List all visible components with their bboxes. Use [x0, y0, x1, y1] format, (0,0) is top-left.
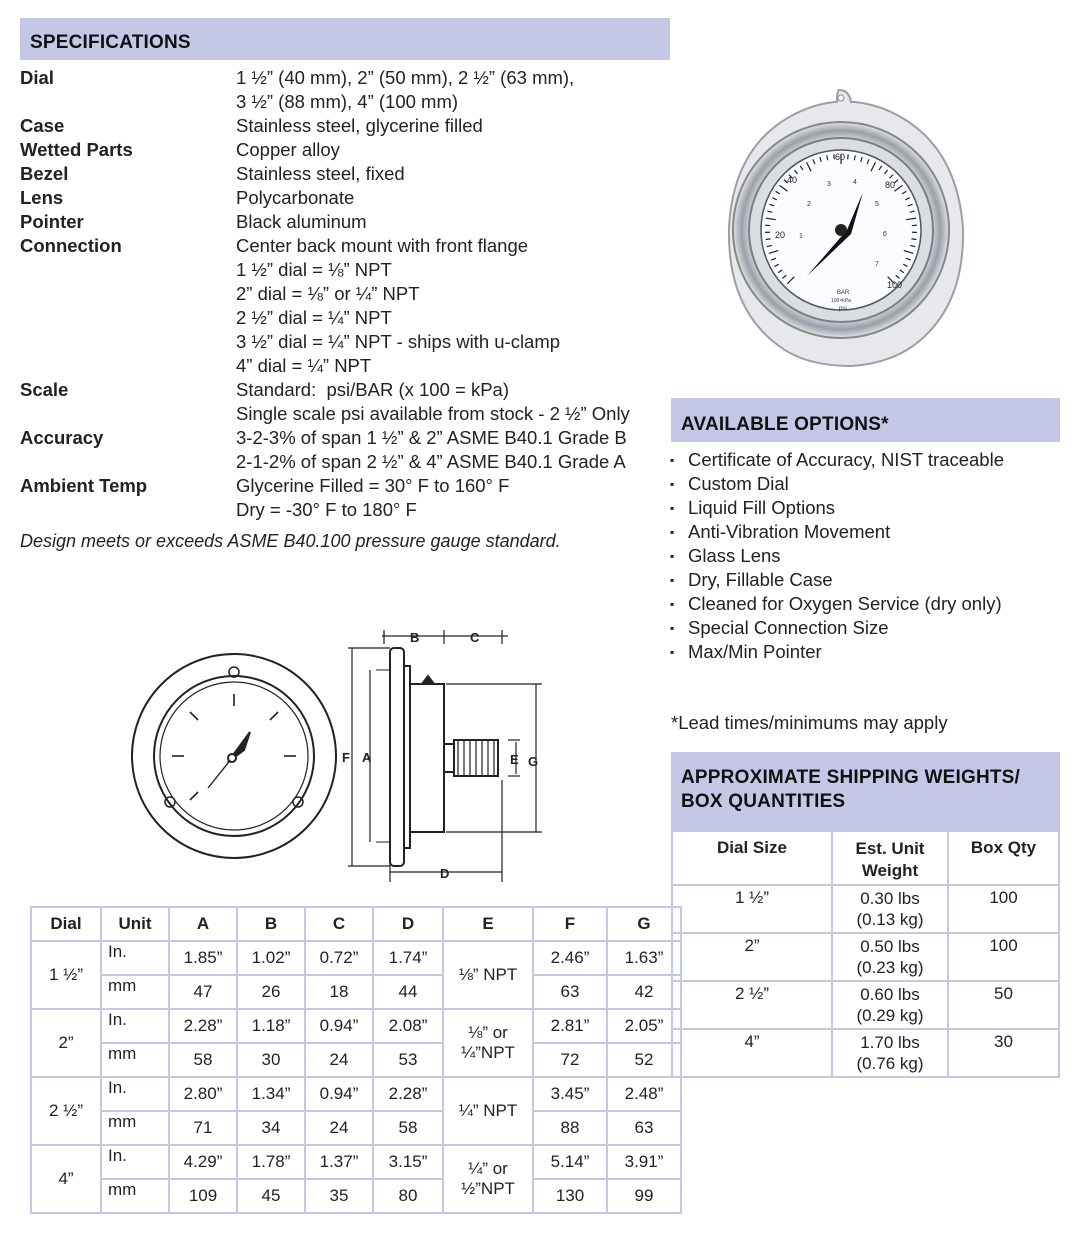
unit-kpa: 100×kPa — [831, 298, 851, 304]
dims-row-mm — [31, 975, 681, 1009]
spec-value-line: Stainless steel, fixed — [236, 163, 405, 184]
shipping-row — [672, 981, 1059, 1029]
dims-dial: 4” — [31, 1145, 101, 1213]
bar-1: 1 — [799, 233, 803, 240]
spec-label: Pointer — [20, 211, 84, 232]
dimensions-table — [30, 906, 682, 1214]
option-item: ▪ Anti-Vibration Movement — [670, 520, 1070, 544]
spec-label: Case — [20, 115, 65, 136]
dims-cell: 35 — [305, 1179, 373, 1213]
spec-row — [20, 66, 670, 114]
dims-header: Dial — [31, 907, 101, 941]
option-item: ▪ Special Connection Size — [670, 616, 1070, 640]
dims-cell: 24 — [305, 1111, 373, 1145]
shipping-row — [672, 885, 1059, 933]
dial-tick — [911, 239, 916, 240]
dims-cell: 58 — [373, 1111, 443, 1145]
dims-cell: 63 — [607, 1111, 681, 1145]
specs-heading-band — [20, 18, 670, 60]
options-footnote: *Lead times/minimums may apply — [671, 712, 948, 733]
dims-row-mm — [31, 1043, 681, 1077]
dims-cell: 3.15” — [373, 1145, 443, 1179]
option-item: ▪ Custom Dial — [670, 472, 1070, 496]
ship-dial: 2” — [672, 933, 832, 981]
dims-e — [443, 1009, 533, 1077]
dims-e-line: ⅛” NPT — [458, 965, 518, 984]
dims-unit: In. — [101, 1009, 169, 1043]
dims-cell: 1.74” — [373, 941, 443, 975]
spec-row — [20, 210, 670, 234]
spec-row — [20, 426, 670, 474]
dims-cell: 44 — [373, 975, 443, 1009]
dims-cell: 1.85” — [169, 941, 237, 975]
dims-cell: 3.91” — [607, 1145, 681, 1179]
ship-qty: 100 — [948, 885, 1059, 933]
dims-cell: 26 — [237, 975, 305, 1009]
dims-cell: 1.37” — [305, 1145, 373, 1179]
option-item: ▪ Dry, Fillable Case — [670, 568, 1070, 592]
dims-header: B — [237, 907, 305, 941]
spec-value — [236, 210, 367, 234]
dims-cell: 45 — [237, 1179, 305, 1213]
design-note: Design meets or exceeds ASME B40.100 pressure gauge standard. — [20, 531, 561, 551]
bar-3: 3 — [827, 181, 831, 188]
option-item: ▪ Liquid Fill Options — [670, 496, 1070, 520]
dims-cell: 2.08” — [373, 1009, 443, 1043]
option-item: ▪ Glass Lens — [670, 544, 1070, 568]
dims-cell: 24 — [305, 1043, 373, 1077]
dims-cell: 99 — [607, 1179, 681, 1213]
dims-header: A — [169, 907, 237, 941]
spec-row — [20, 186, 670, 210]
dims-header: D — [373, 907, 443, 941]
spec-row — [20, 234, 670, 378]
ship-weight — [832, 981, 948, 1029]
dims-cell: 0.94” — [305, 1009, 373, 1043]
dims-cell: 2.81” — [533, 1009, 607, 1043]
col-weight-line1: Est. Unit — [855, 839, 925, 858]
spec-value-line: Dry = -30° F to 180° F — [236, 499, 417, 520]
dims-e — [443, 1077, 533, 1145]
option-item: ▪ Max/Min Pointer — [670, 640, 1070, 664]
ship-weight-kg: (0.13 kg) — [856, 910, 924, 929]
shipping-row — [672, 1029, 1059, 1077]
unit-psi: psi — [839, 306, 847, 312]
col-dial-size: Dial Size — [672, 831, 832, 885]
label-a: A — [362, 750, 372, 765]
spec-label: Connection — [20, 235, 122, 256]
spec-value-line: Black aluminum — [236, 211, 367, 232]
spec-row — [20, 162, 670, 186]
specs-heading: SPECIFICATIONS — [30, 32, 191, 53]
ship-weight — [832, 933, 948, 981]
dims-cell: 53 — [373, 1043, 443, 1077]
dims-e — [443, 941, 533, 1009]
dims-row-mm — [31, 1179, 681, 1213]
ship-weight-lbs: 1.70 lbs — [860, 1033, 920, 1052]
dims-row-in — [31, 1009, 681, 1043]
dims-cell: 88 — [533, 1111, 607, 1145]
spec-label: Scale — [20, 379, 69, 400]
spec-value — [236, 378, 630, 426]
psi-60: 60 — [835, 152, 846, 162]
spec-value — [236, 234, 560, 378]
dims-cell: 2.48” — [607, 1077, 681, 1111]
dims-cell: 58 — [169, 1043, 237, 1077]
ship-dial: 2 ½” — [672, 981, 832, 1029]
dims-cell: 72 — [533, 1043, 607, 1077]
dims-cell: 2.80” — [169, 1077, 237, 1111]
options-list — [670, 448, 1070, 664]
spec-label: Lens — [20, 187, 64, 208]
label-d: D — [440, 866, 450, 881]
dims-cell: 80 — [373, 1179, 443, 1213]
bar-5: 5 — [875, 201, 879, 208]
dims-cell: 18 — [305, 975, 373, 1009]
dims-cell: 3.45” — [533, 1077, 607, 1111]
spec-value-line: 2” dial = ⅛” or ¼” NPT — [236, 283, 420, 304]
dims-row-in — [31, 1145, 681, 1179]
dims-e-line: ¼” or — [468, 1159, 508, 1178]
options-heading-band — [671, 398, 1060, 442]
shipping-heading-line2: BOX QUANTITIES — [681, 791, 846, 812]
ship-qty: 100 — [948, 933, 1059, 981]
spec-value — [236, 426, 627, 474]
dims-cell: 0.94” — [305, 1077, 373, 1111]
bar-7: 7 — [875, 261, 879, 268]
spec-value-line: 3 ½” dial = ¼” NPT - ships with u-clamp — [236, 331, 561, 352]
dims-e — [443, 1145, 533, 1213]
dims-cell: 1.78” — [237, 1145, 305, 1179]
spec-value-line: Glycerine Filled = 30° F to 160° F — [236, 475, 510, 496]
dims-cell: 4.29” — [169, 1145, 237, 1179]
spec-value-line: 3 ½” (88 mm), 4” (100 mm) — [236, 91, 459, 112]
ship-weight — [832, 885, 948, 933]
spec-value-line: Single scale psi available from stock - 2 ½” Only — [236, 403, 630, 424]
shipping-table — [671, 830, 1060, 1078]
ship-qty: 50 — [948, 981, 1059, 1029]
ship-weight-lbs: 0.30 lbs — [860, 889, 920, 908]
ship-weight-kg: (0.29 kg) — [856, 1006, 924, 1025]
spec-value-line: 4” dial = ¼” NPT — [236, 355, 372, 376]
shipping-row — [672, 933, 1059, 981]
ship-weight-lbs: 0.60 lbs — [860, 985, 920, 1004]
dims-cell: 5.14” — [533, 1145, 607, 1179]
label-f: F — [342, 750, 350, 765]
shipping-heading-line1: APPROXIMATE SHIPPING WEIGHTS/ — [681, 767, 1021, 788]
dims-cell: 47 — [169, 975, 237, 1009]
dims-e-line: ⅛” or — [468, 1023, 508, 1042]
dims-e-line: ¼”NPT — [461, 1043, 515, 1062]
dims-cell: 1.34” — [237, 1077, 305, 1111]
spec-row — [20, 114, 670, 138]
dims-header: F — [533, 907, 607, 941]
dims-cell: 2.28” — [373, 1077, 443, 1111]
dims-row-in — [31, 941, 681, 975]
gauge-photo — [727, 88, 967, 370]
dims-cell: 30 — [237, 1043, 305, 1077]
side-view — [376, 648, 498, 866]
spec-value-line: 3-2-3% of span 1 ½” & 2” ASME B40.1 Grade B — [236, 427, 627, 448]
ship-weight-kg: (0.76 kg) — [856, 1054, 924, 1073]
psi-20: 20 — [775, 230, 786, 240]
dims-cell: 1.02” — [237, 941, 305, 975]
dims-cell: 130 — [533, 1179, 607, 1213]
spec-value-line: 1 ½” (40 mm), 2” (50 mm), 2 ½” (63 mm), — [236, 67, 575, 88]
bar-6: 6 — [883, 231, 887, 238]
dims-row-mm — [31, 1111, 681, 1145]
dims-cell: 0.72” — [305, 941, 373, 975]
spec-value-line: 2-1-2% of span 2 ½” & 4” ASME B40.1 Grade A — [236, 451, 626, 472]
label-g: G — [528, 754, 539, 769]
label-c: C — [470, 630, 480, 645]
psi-40: 40 — [787, 175, 798, 185]
dims-header: C — [305, 907, 373, 941]
spec-value-line: Center back mount with front flange — [236, 235, 529, 256]
dims-dial: 2 ½” — [31, 1077, 101, 1145]
spec-row — [20, 474, 670, 522]
dims-unit: mm — [101, 1111, 169, 1145]
dims-cell: 2.28” — [169, 1009, 237, 1043]
dims-unit: In. — [101, 1145, 169, 1179]
label-e: E — [510, 752, 519, 767]
dims-unit: mm — [101, 1179, 169, 1213]
dimension-drawing — [128, 620, 548, 892]
dims-row-in — [31, 1077, 681, 1111]
spec-label: Ambient Temp — [20, 475, 148, 496]
spec-value — [236, 138, 340, 162]
ship-dial: 4” — [672, 1029, 832, 1077]
dims-dial: 1 ½” — [31, 941, 101, 1009]
dims-header: G — [607, 907, 681, 941]
dims-cell: 1.18” — [237, 1009, 305, 1043]
spec-value — [236, 114, 483, 138]
spec-row — [20, 378, 670, 426]
dims-unit: In. — [101, 1077, 169, 1111]
spec-label: Wetted Parts — [20, 139, 133, 160]
spec-value — [236, 162, 405, 186]
shipping-heading-band — [671, 752, 1060, 832]
dims-cell: 109 — [169, 1179, 237, 1213]
spec-value-line: 1 ½” dial = ⅛” NPT — [236, 259, 392, 280]
dims-cell: 2.05” — [607, 1009, 681, 1043]
option-item: ▪ Certificate of Accuracy, NIST traceable — [670, 448, 1070, 472]
spec-row — [20, 138, 670, 162]
dims-cell: 1.63” — [607, 941, 681, 975]
spec-value — [236, 186, 354, 210]
dims-cell: 63 — [533, 975, 607, 1009]
dims-cell: 71 — [169, 1111, 237, 1145]
spec-value-line: Stainless steel, glycerine filled — [236, 115, 483, 136]
dims-cell: 42 — [607, 975, 681, 1009]
bar-2: 2 — [807, 201, 811, 208]
spec-label: Dial — [20, 67, 54, 88]
spec-value-line: 2 ½” dial = ¼” NPT — [236, 307, 392, 328]
options-heading: AVAILABLE OPTIONS* — [681, 414, 889, 435]
dims-e-line: ½”NPT — [461, 1179, 515, 1198]
dims-unit: In. — [101, 941, 169, 975]
col-unit-weight — [832, 831, 948, 885]
bar-4: 4 — [853, 179, 857, 186]
spec-value — [236, 66, 574, 114]
col-box-qty: Box Qty — [948, 831, 1059, 885]
ship-weight-kg: (0.23 kg) — [856, 958, 924, 977]
spec-label: Accuracy — [20, 427, 104, 448]
dims-cell: 2.46” — [533, 941, 607, 975]
dims-header: Unit — [101, 907, 169, 941]
ship-weight-lbs: 0.50 lbs — [860, 937, 920, 956]
spec-value-line: Polycarbonate — [236, 187, 355, 208]
col-weight-line2: Weight — [861, 861, 919, 880]
spec-label: Bezel — [20, 163, 69, 184]
dims-header: E — [443, 907, 533, 941]
ship-qty: 30 — [948, 1029, 1059, 1077]
ship-weight — [832, 1029, 948, 1077]
spec-value — [236, 474, 509, 522]
dims-dial: 2” — [31, 1009, 101, 1077]
psi-80: 80 — [885, 180, 896, 190]
spec-value-line: Standard: psi/BAR (x 100 = kPa) — [236, 379, 510, 400]
dims-unit: mm — [101, 1043, 169, 1077]
dial-tick — [766, 239, 771, 240]
dims-cell: 34 — [237, 1111, 305, 1145]
dims-e-line: ¼” NPT — [458, 1101, 518, 1120]
dims-cell: 52 — [607, 1043, 681, 1077]
ship-dial: 1 ½” — [672, 885, 832, 933]
unit-bar: BAR — [837, 290, 850, 296]
dims-unit: mm — [101, 975, 169, 1009]
label-b: B — [410, 630, 420, 645]
psi-100: 100 — [887, 280, 903, 290]
option-item: ▪ Cleaned for Oxygen Service (dry only) — [670, 592, 1070, 616]
spec-value-line: Copper alloy — [236, 139, 340, 160]
